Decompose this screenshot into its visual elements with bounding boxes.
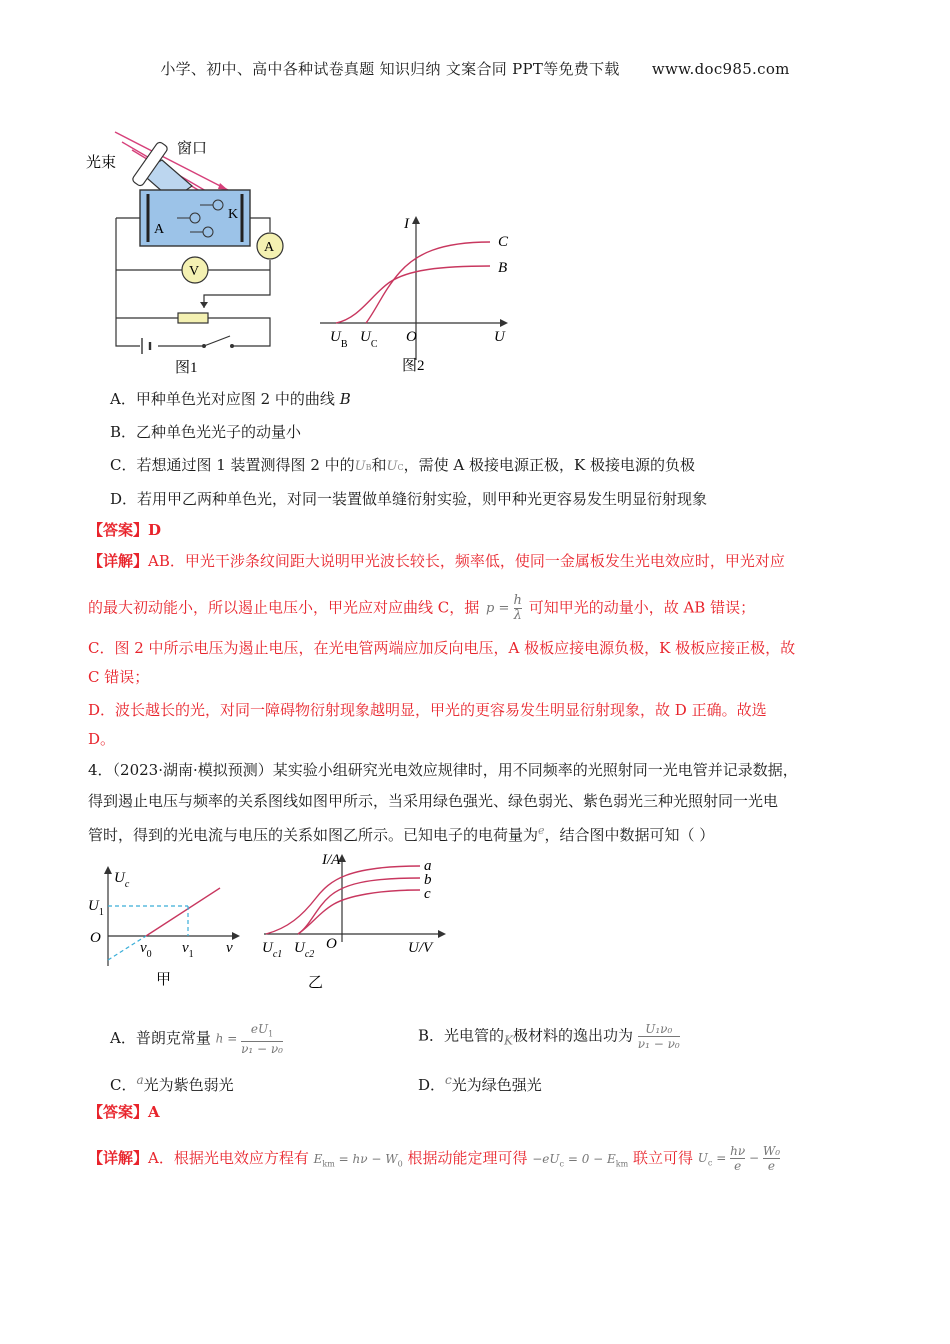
beam-label: 光束	[86, 155, 117, 171]
figure-2-caption: 图2	[402, 358, 425, 374]
yi-x-label: U/V	[408, 940, 433, 956]
q3-answer: 【答案】D	[88, 521, 162, 539]
yi-label-a: a	[424, 858, 432, 874]
jia-u1-label: $U_1$	[88, 898, 104, 918]
uc-inline: U	[386, 459, 398, 474]
eq-stopping-voltage: $U_c$ = $\frac{h\nu}{e}$ − $\frac{\text{W₀}}{e}$	[697, 1144, 781, 1173]
jia-uc-line	[146, 888, 220, 936]
yi-origin: O	[326, 936, 337, 952]
figure-1-caption: 图1	[175, 360, 198, 376]
q4-option-d: D．$^c$光为绿色强光	[418, 1073, 542, 1094]
q3-detail-line-4: C 错误；	[88, 668, 150, 686]
yi-uc2-label: $U_{c2}$	[294, 940, 315, 960]
curve-c-label: C	[498, 234, 509, 250]
formula-p-h-lambda: p = $\frac{h}{\lambda}$	[486, 593, 522, 623]
curve-b	[336, 266, 490, 323]
voltmeter-label: V	[189, 264, 200, 279]
yi-y-label: I/A	[322, 852, 341, 868]
q3-detail-line-2: 的最大初动能小，所以遏止电压小，甲光应对应曲线 C，据 p = $\frac{h}{\lambda}$ 可知甲光的动量小，故 AB 错误；	[88, 593, 756, 623]
jia-nu1-label: $\nu_1$	[182, 940, 194, 960]
q4-detail-line-1: 【详解】A．根据光电效应方程有 $E_{km} = h\nu - W_0$ 根据动能定理可得 $-eU_c = 0 - E_{km}$ 联立可得 $U_c$ = $\frac{h\nu}{e}$ − $\frac{\text{W₀}}{e}$	[88, 1144, 781, 1173]
q4-option-c: C．$^a$光为紫色弱光	[110, 1073, 234, 1094]
rheostat-slider	[200, 302, 208, 308]
q3-option-a: A．甲种单色光对应图 2 中的曲线 B	[110, 390, 351, 408]
q4-answer: 【答案】A	[88, 1103, 160, 1121]
ub-label: $U_B$	[330, 329, 348, 350]
q3-detail-line-6: D。	[88, 730, 116, 748]
jia-origin: O	[90, 930, 101, 946]
q4-option-a: A．普朗克常量 h = $\frac{eU_1}{\text{ν₁ − ν₀}}$	[110, 1022, 283, 1057]
switch	[204, 336, 230, 346]
beam-arrowhead-1	[218, 183, 228, 190]
q3-detail-line-1: 【详解】AB．甲光干涉条纹间距大说明甲光波长较长，频率低，使同一金属板发生光电效应时，甲光对应	[88, 552, 785, 570]
q3-option-c: C．若想通过图 1 装置测得图 2 中的UB和UC，需使 A 极接电源正极，K 极接电源的负极	[110, 456, 695, 474]
q3-detail-line-3: C．图 2 中所示电压为遏止电压，在光电管两端应加反向电压，A 极板应接电源负极，K 极板应接正极，故	[88, 639, 796, 657]
jia-y-label: $U_c$	[114, 870, 130, 890]
ammeter-label: A	[264, 240, 275, 255]
q3-option-b: B．乙种单色光光子的动量小	[110, 423, 302, 441]
figure-2-iv-curves	[320, 210, 520, 380]
uc-label: $U_C$	[360, 329, 378, 350]
eq-kinetic: $-eU_c = 0 - E_{km}$	[532, 1152, 629, 1169]
header-url: www.doc985.com	[651, 60, 790, 78]
yi-label-c: c	[424, 886, 431, 902]
q4-stem-line-2: 得到遏止电压与频率的关系图线如图甲所示，当采用绿色强光、绿色弱光、紫色弱光三种光照射同一光电	[88, 792, 779, 810]
rheostat	[178, 313, 208, 323]
header-text: 小学、初中、高中各种试卷真题 知识归纳 文案合同 PPT等免费下载	[160, 60, 620, 78]
yi-uc1-label: $U_{c1}$	[262, 940, 283, 960]
q3-option-d: D．若用甲乙两种单色光，对同一装置做单缝衍射实验，则甲种光更容易发生明显衍射现象	[110, 490, 708, 508]
chart-jia-uc-vs-frequency	[86, 862, 246, 992]
cathode-label: K	[228, 207, 239, 222]
jia-nu0-label: $\nu_0$	[140, 940, 152, 960]
q3-detail-line-5: D．波长越长的光，对同一障碍物衍射现象越明显，甲光的更容易发生明显衍射现象，故 D 正确。故选	[88, 701, 767, 719]
window-label: 窗口	[177, 141, 208, 157]
yi-curve-b	[298, 878, 420, 934]
page-header	[0, 58, 950, 79]
origin-label: O	[406, 329, 417, 345]
q4-stem-line-3: 管时，得到的光电流与电压的关系如图乙所示。已知电子的电荷量为$^e$，结合图中数据可知（ ）	[88, 824, 715, 844]
ub-inline: U	[354, 459, 366, 474]
yi-caption: 乙	[308, 975, 324, 991]
y-axis-label: I	[404, 216, 409, 232]
curve-b-label: B	[498, 260, 508, 276]
q4-stem-line-1: 4．（2023·湖南·模拟预测）某实验小组研究光电效应规律时，用不同频率的光照射同一光电管并记录数据，	[88, 761, 798, 779]
figure-1-circuit	[80, 120, 300, 380]
jia-caption: 甲	[156, 972, 172, 988]
jia-x-label: ν	[226, 940, 233, 956]
chart-yi-current-vs-voltage	[258, 842, 458, 992]
yi-label-b: b	[424, 872, 432, 888]
anode-label: A	[154, 222, 165, 237]
q4-option-b: B．光电管的$_K$极材料的逸出功为 $\frac{\text{U₁ν₀}}{\text{ν₁ − ν₀}}$	[418, 1022, 680, 1051]
eq-photoelectric: $E_{km} = h\nu - W_0$	[313, 1152, 403, 1169]
x-axis-label: U	[494, 329, 505, 345]
curve-c	[366, 242, 490, 323]
